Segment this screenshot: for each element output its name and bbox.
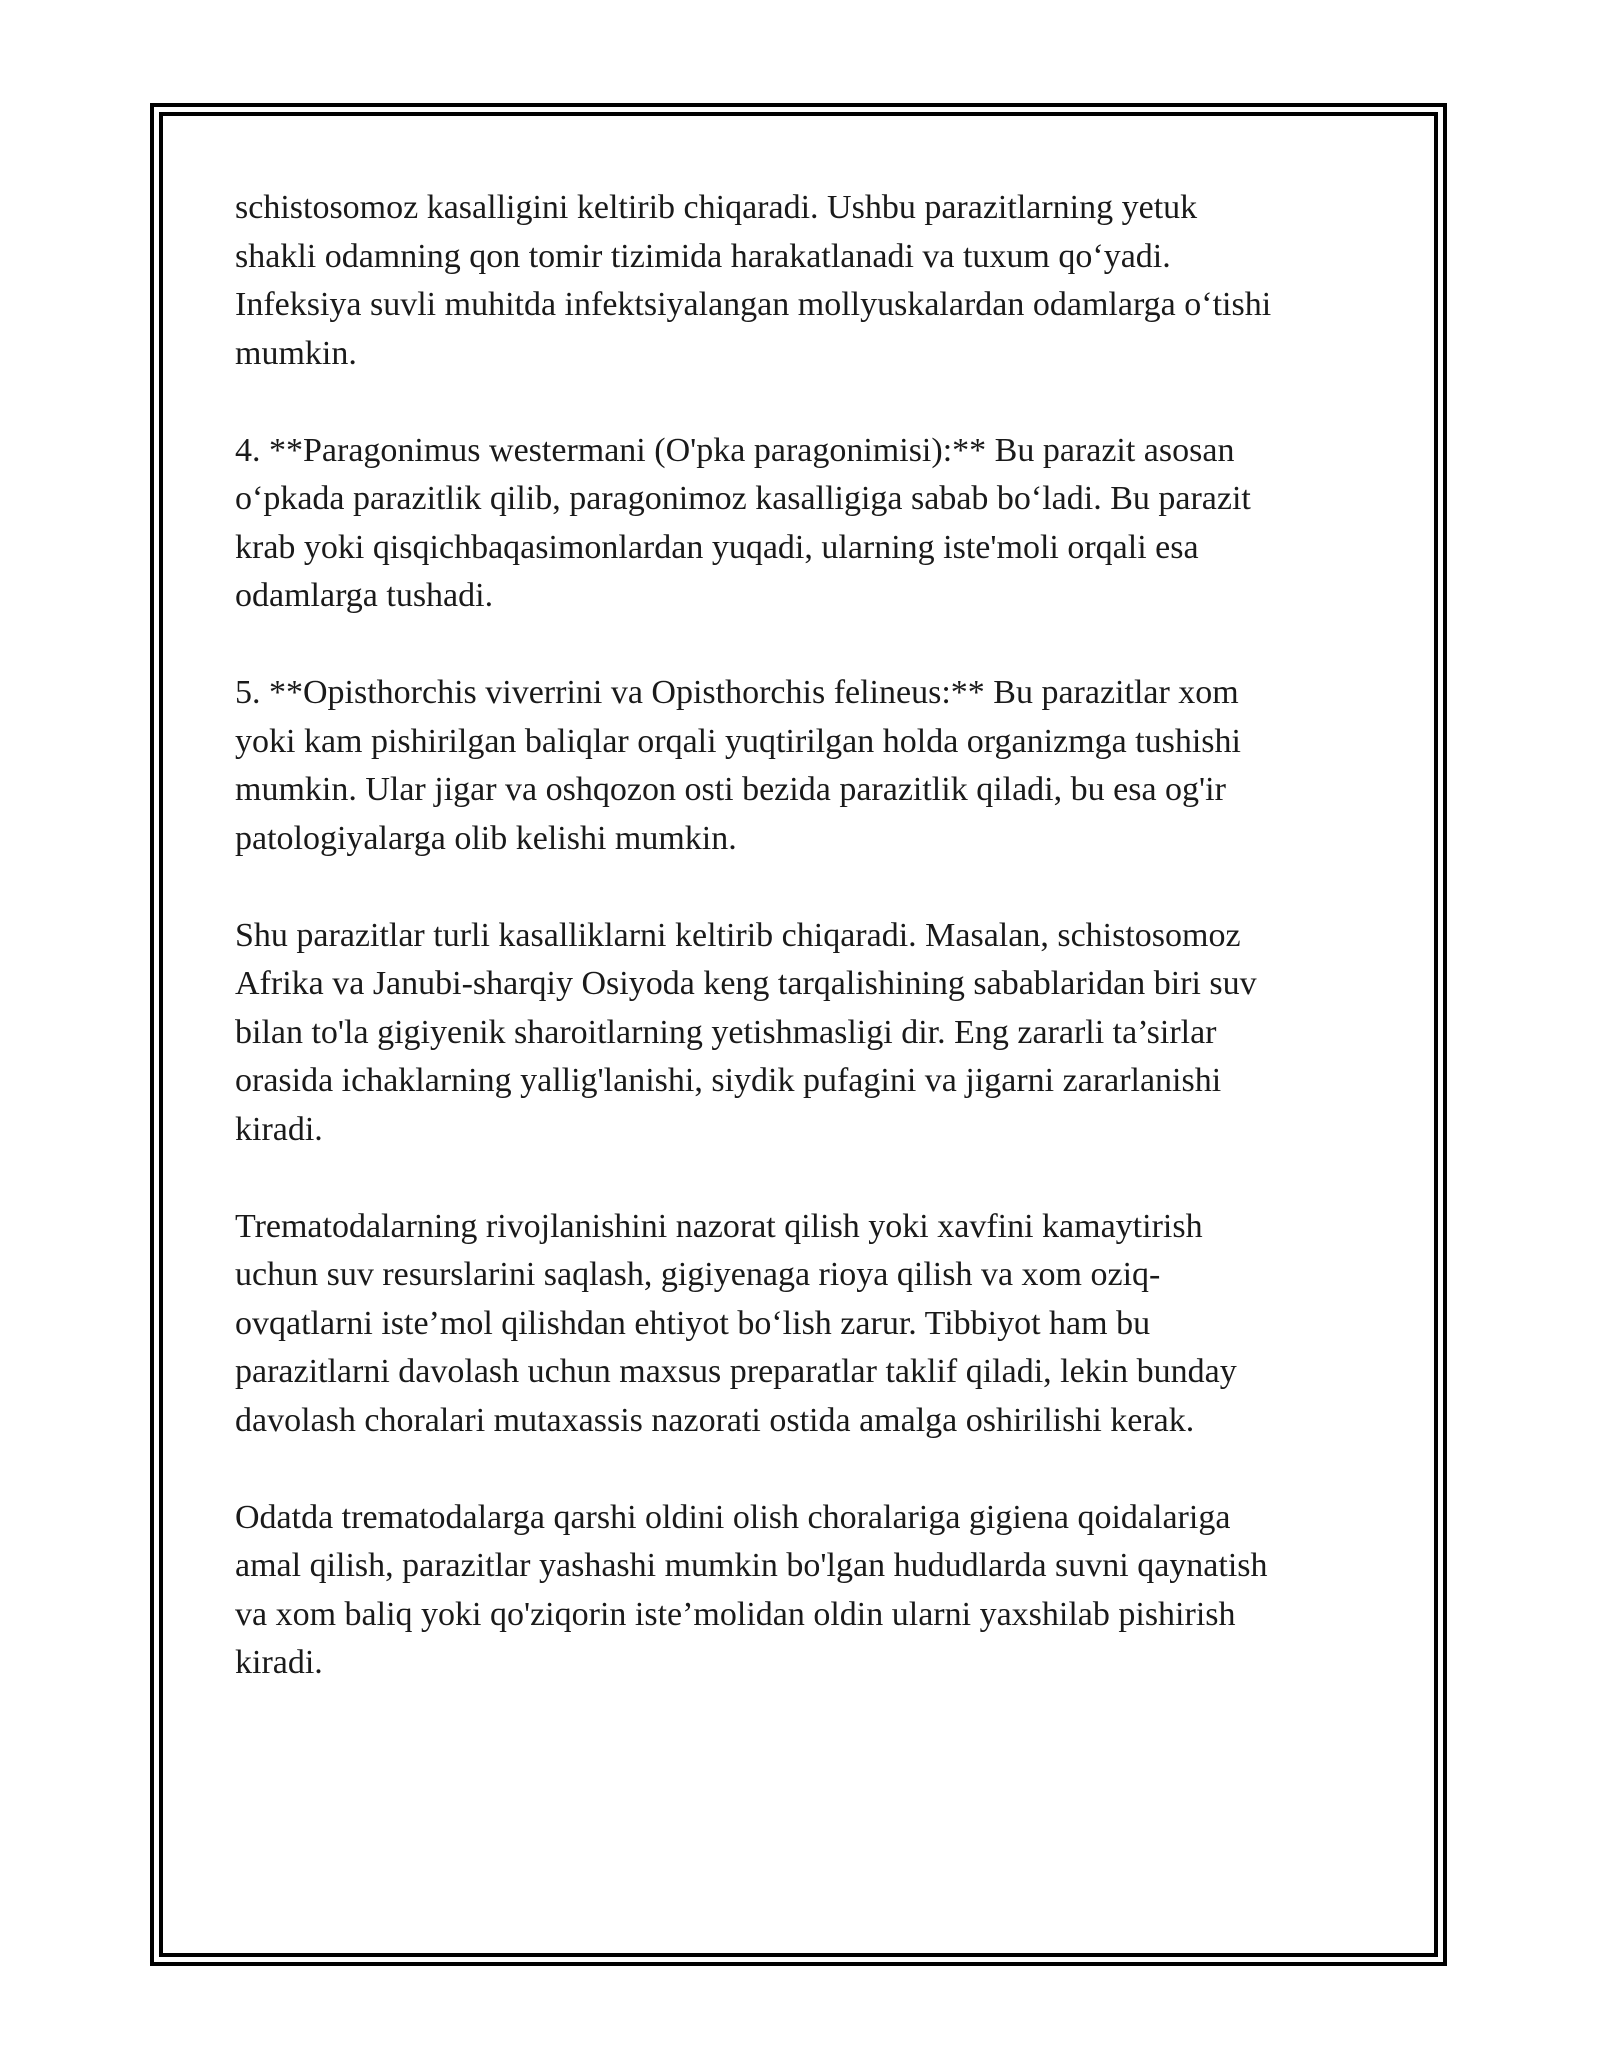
paragraph-schistosoma: schistosomoz kasalligini keltirib chiqaradi. Ushbu parazitlarning yetuk shakli odamning qon tomir tizimida harakatlanadi va tuxum qo‘yadi. Infeksiya suvli muhitda infektsiyalangan mollyuskalardan odamlarga o‘tishi mumkin. <box>235 189 1272 372</box>
paragraph-control: Trematodalarning rivojlanishini nazorat qilish yoki xavfini kamaytirish uchun suv resurslarini saqlash, gigiyenaga rioya qilish va xom oziq- ovqatlarni iste’mol qilishdan ehtiyot bo‘lish zarur. Tibbiyot ham bu parazitlarni davolash uchun maxsus preparatlar taklif qiladi, lekin bunday davolash choralari mutaxassis nazorati ostida amalga oshirilishi kerak. <box>235 1207 1237 1439</box>
paragraph-paragonimus: 4. **Paragonimus westermani (O'pka paragonimisi):** Bu parazit asosan o‘pkada parazitlik qilib, paragonimoz kasalligiga sabab bo‘ladi. Bu parazit krab yoki qisqichbaqasimonlardan yuqadi, ularning iste'moli orqali esa odamlarga tushadi. <box>235 431 1251 614</box>
document-body <box>235 184 1380 1736</box>
paragraph-prevention: Odatda trematodalarga qarshi oldini olish choralariga gigiena qoidalariga amal qilish, parazitlar yashashi mumkin bo'lgan hududlarda suvni qaynatish va xom baliq yoki qo'ziqorin iste’molidan oldin ularni yaxshilab pishirish kiradi. <box>235 1498 1268 1681</box>
paragraph-opisthorchis: 5. **Opisthorchis viverrini va Opisthorchis felineus:** Bu parazitlar xom yoki kam pishirilgan baliqlar orqali yuqtirilgan holda organizmga tushishi mumkin. Ular jigar va oshqozon osti bezida parazitlik qiladi, bu esa og'ir patologiyalarga olib kelishi mumkin. <box>235 674 1241 857</box>
paragraph-diseases: Shu parazitlar turli kasalliklarni keltirib chiqaradi. Masalan, schistosomoz Afrika va Janubi-sharqiy Osiyoda keng tarqalishining sabablaridan biri suv bilan to'la gigiyenik sharoitlarning yetishmasligi dir. Eng zararli ta’sirlar orasida ichaklarning yallig'lanishi, siydik pufagini va jigarni zararlanishi kiradi. <box>235 916 1257 1148</box>
